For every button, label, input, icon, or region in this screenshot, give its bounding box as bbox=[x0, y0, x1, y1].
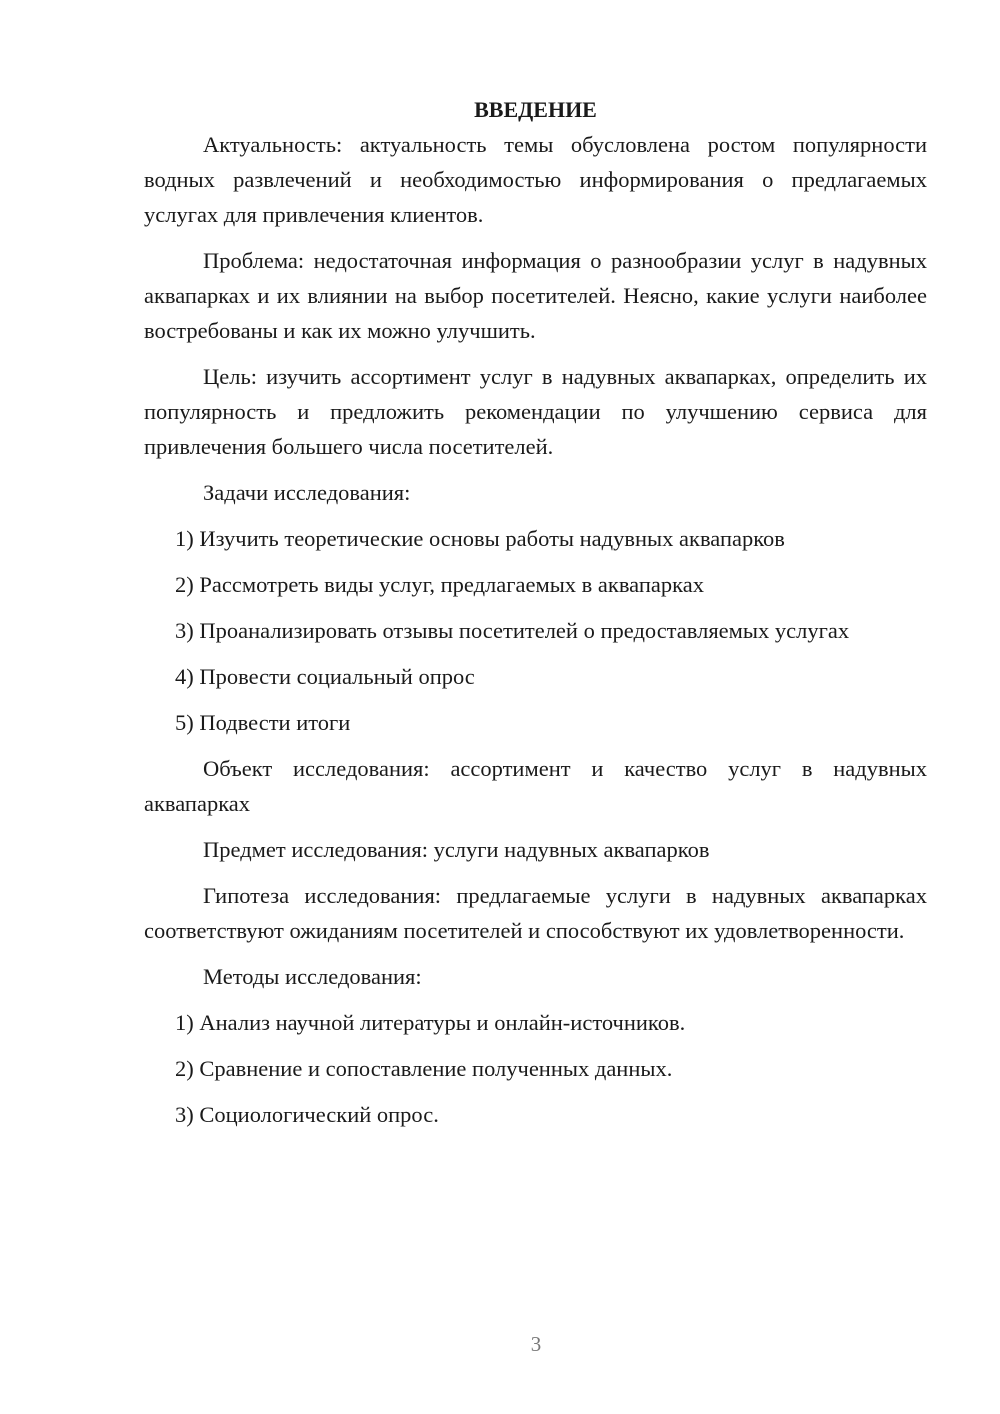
paragraph-relevance: Актуальность: актуальность темы обусловлена ростом популярности водных развлечений и необходимостью информирования о предлагаемых услугах для привлечения клиентов. bbox=[144, 132, 927, 227]
task-item: 3) Проанализировать отзывы посетителей о предоставляемых услугах bbox=[175, 618, 850, 643]
method-item: 2) Сравнение и сопоставление полученных данных. bbox=[175, 1056, 673, 1081]
methods-list bbox=[144, 1005, 927, 1132]
task-item: 4) Провести социальный опрос bbox=[175, 664, 475, 689]
section-title: ВВЕДЕНИЕ bbox=[474, 97, 597, 122]
tasks-heading: Задачи исследования: bbox=[203, 480, 411, 505]
paragraph-hypothesis: Гипотеза исследования: предлагаемые услуги в надувных аквапарках соответствуют ожиданиям посетителей и способствуют их удовлетворенности. bbox=[144, 883, 927, 943]
task-item: 1) Изучить теоретические основы работы надувных аквапарков bbox=[175, 526, 785, 551]
methods-heading: Методы исследования: bbox=[203, 964, 422, 989]
method-item: 3) Социологический опрос. bbox=[175, 1102, 439, 1127]
tasks-list bbox=[144, 521, 927, 740]
paragraph-problem: Проблема: недостаточная информация о разнообразии услуг в надувных аквапарках и их влиянии на выбор посетителей. Неясно, какие услуги наиболее востребованы и как их можно улучшить. bbox=[144, 248, 927, 343]
paragraph-object: Объект исследования: ассортимент и качество услуг в надувных аквапарках bbox=[144, 756, 927, 816]
task-item: 5) Подвести итоги bbox=[175, 710, 351, 735]
paragraph-goal: Цель: изучить ассортимент услуг в надувных аквапарках, определить их популярность и предложить рекомендации по улучшению сервиса для привлечения большего числа посетителей. bbox=[144, 364, 927, 459]
page-number: 3 bbox=[530, 1332, 542, 1356]
task-item: 2) Рассмотреть виды услуг, предлагаемых в аквапарках bbox=[175, 572, 704, 597]
paragraph-subject: Предмет исследования: услуги надувных аквапарков bbox=[203, 837, 710, 862]
page-content bbox=[144, 92, 927, 1143]
method-item: 1) Анализ научной литературы и онлайн-источников. bbox=[175, 1010, 686, 1035]
